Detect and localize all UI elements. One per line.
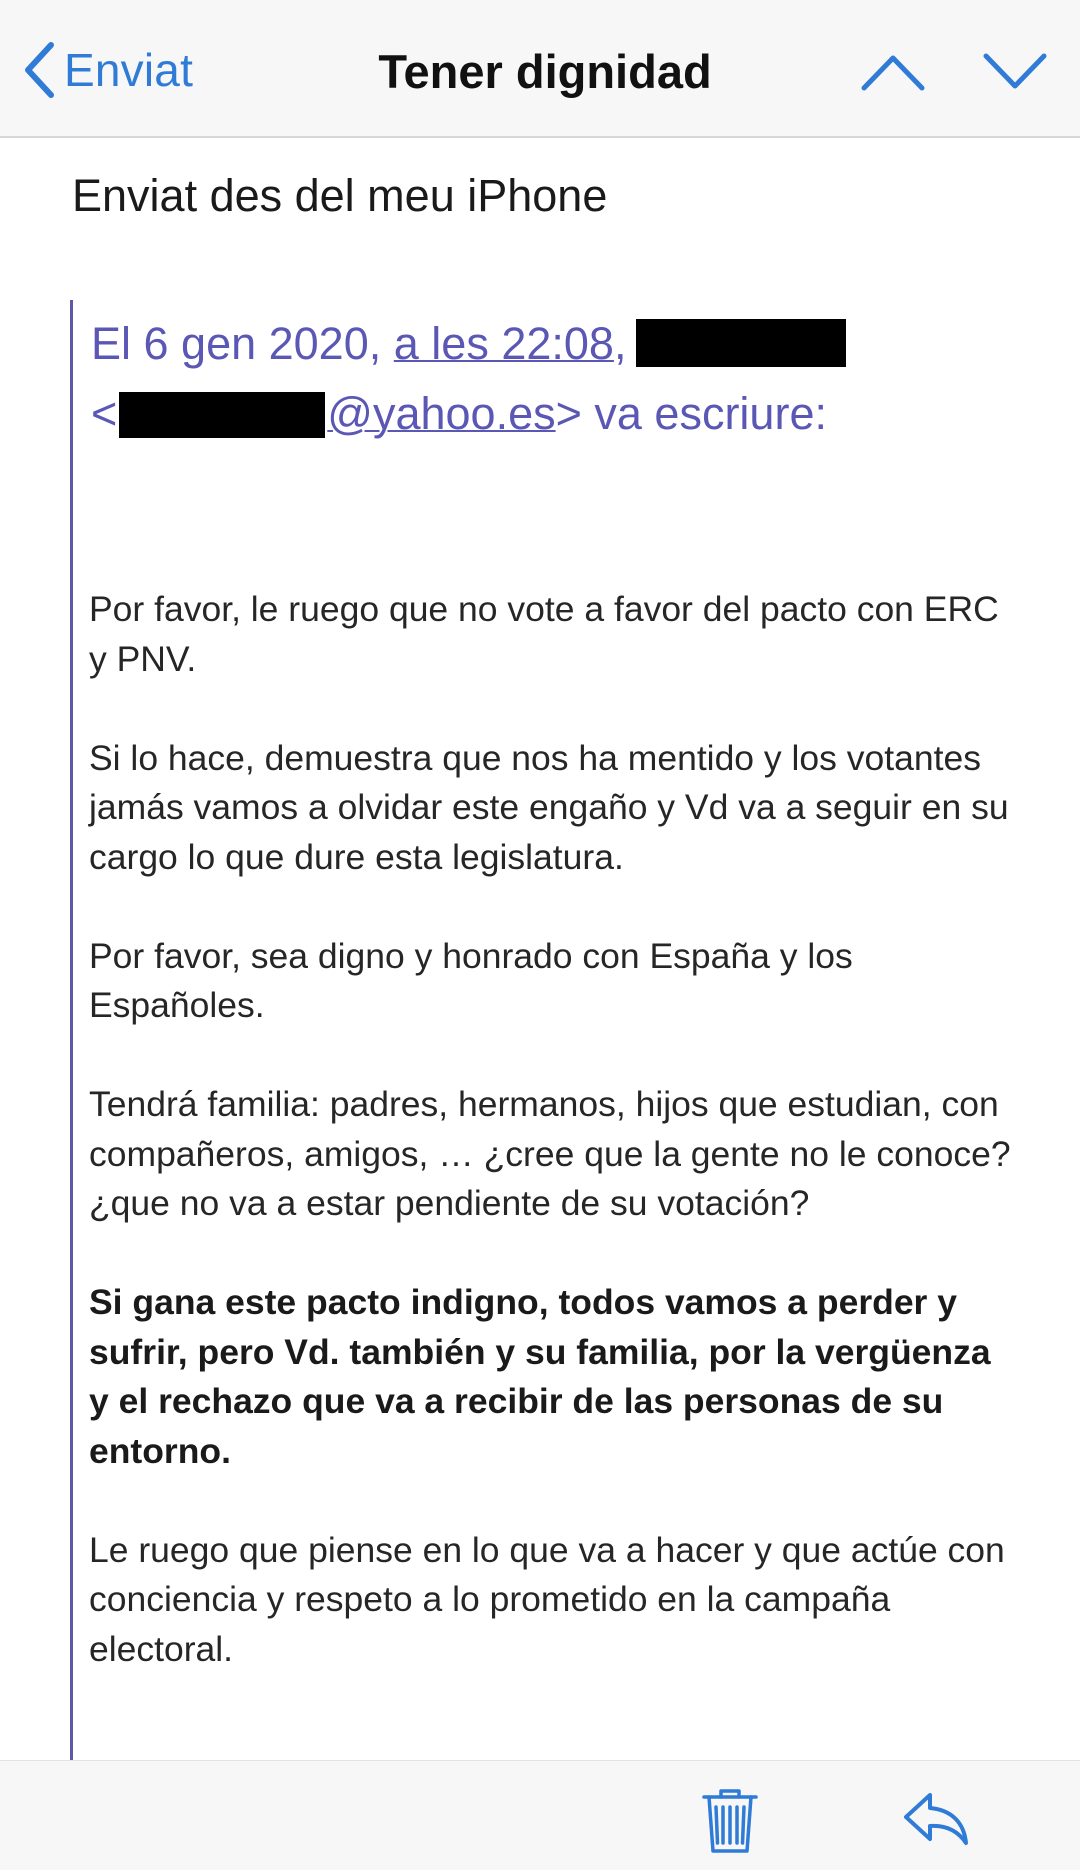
redacted-email-user (119, 392, 325, 438)
redacted-sender-name (636, 319, 846, 367)
chevron-left-icon (22, 41, 56, 99)
quoted-message (70, 300, 1023, 1760)
body-paragraph-1: Por favor, le ruego que no vote a favor del pacto con ERC y PNV. (89, 589, 999, 679)
email-close-bracket: > (555, 388, 582, 439)
quote-header-line-2 (91, 388, 827, 440)
previous-message-button[interactable] (858, 44, 928, 100)
quote-header-wrote: va escriure: (581, 388, 827, 439)
trash-icon (692, 1781, 768, 1857)
body-paragraph-6: Le ruego que piense en lo que va a hacer y que actúe con conciencia y respeto a lo prometido en la campaña electoral. (89, 1529, 1005, 1669)
reply-button[interactable] (898, 1781, 974, 1857)
body-paragraph-5-bold: Si gana este pacto indigno, todos vamos a perder y sufrir, pero Vd. también y su familia, por la vergüenza y el rechazo que va a recibir de las personas de su entorno. (89, 1282, 991, 1471)
delete-button[interactable] (692, 1781, 768, 1857)
reply-icon (898, 1781, 974, 1857)
body-paragraph-4: Tendrá familia: padres, hermanos, hijos que estudian, con compañeros, amigos, … ¿cree que la gente no le conoce? ¿que no va a estar pendiente de su votación? (89, 1084, 1011, 1223)
message-body (89, 585, 1019, 1724)
message-subject-title: Tener dignidad (378, 45, 712, 98)
quote-header-trailing-comma: , (613, 318, 627, 369)
back-button[interactable] (22, 38, 193, 102)
navigation-bar (0, 0, 1080, 138)
body-paragraph-3: Por favor, sea digno y honrado con España y los Españoles. (89, 935, 853, 1025)
back-button-label: Enviat (64, 44, 194, 96)
next-message-button[interactable] (980, 44, 1050, 100)
quote-header-time-link[interactable]: a les 22:08 (393, 318, 614, 369)
email-signature: Enviat des del meu iPhone (72, 170, 608, 221)
quote-header-prefix: El (91, 318, 144, 369)
quote-header-line-1 (91, 318, 846, 371)
body-paragraph-2: Si lo hace, demuestra que nos ha mentido y los votantes jamás vamos a olvidar este engaño y Vd va a seguir en su cargo lo que dure esta legislatura. (89, 737, 1009, 877)
quote-header-date[interactable]: 6 gen 2020 (143, 318, 369, 369)
quote-header-separator: , (368, 318, 394, 369)
email-open-bracket: < (91, 388, 118, 439)
chevron-up-icon (858, 44, 928, 100)
chevron-down-icon (980, 44, 1050, 100)
sender-email-link[interactable]: @yahoo.es (327, 388, 556, 439)
bottom-toolbar (0, 1760, 1080, 1870)
